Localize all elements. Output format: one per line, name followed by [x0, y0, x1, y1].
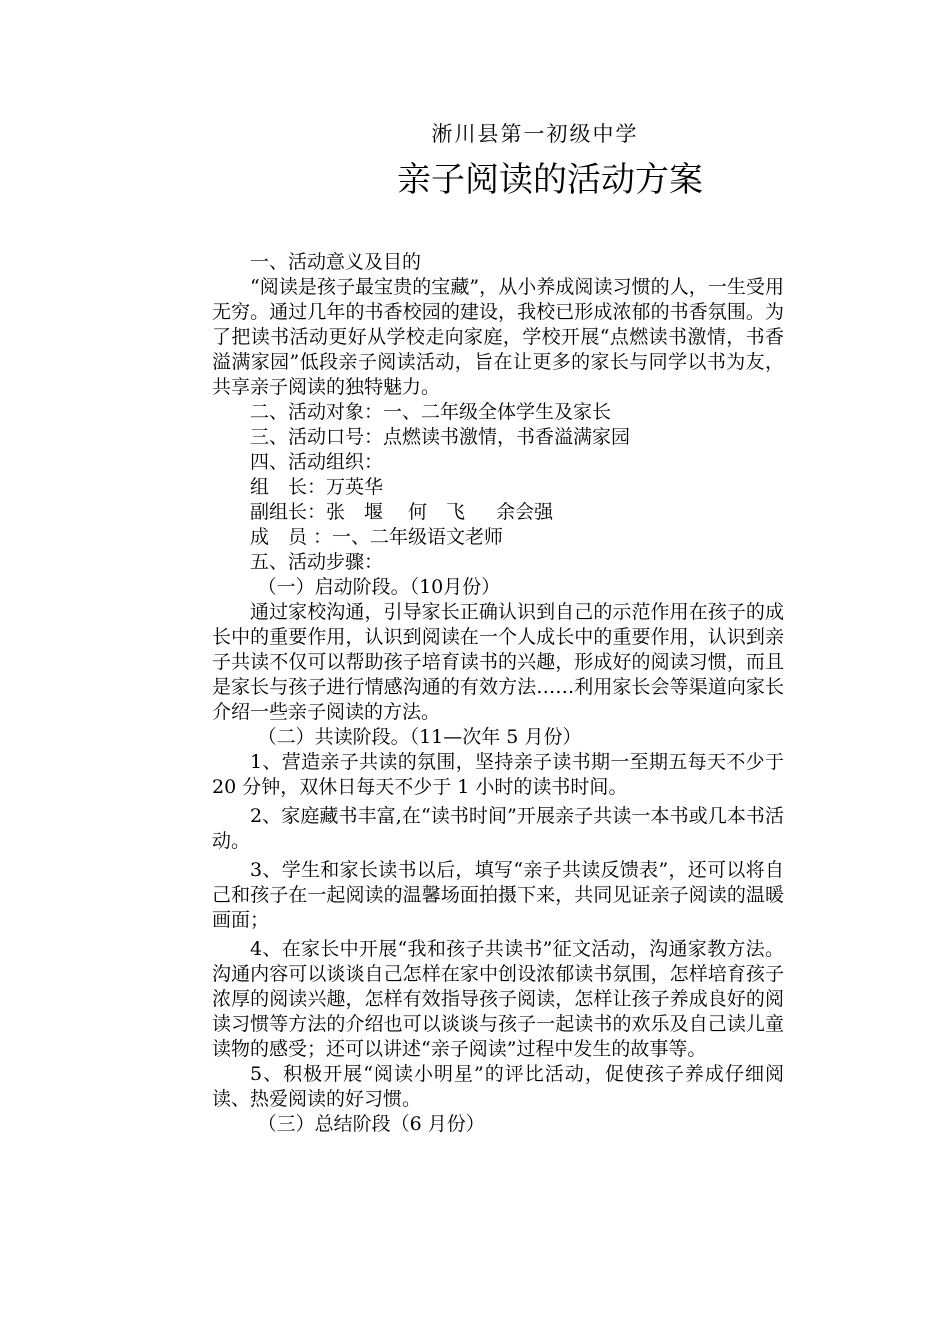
school-name: 淅川县第一初级中学 — [431, 122, 639, 146]
stage-two-item-2: 2、家庭藏书丰富,在“读书时间”开展亲子共读一本书或几本书活动。 — [212, 805, 784, 852]
section-heading-purpose: 一、活动意义及目的 — [250, 251, 422, 273]
stage-two-item-5: 5、积极开展“阅读小明星”的评比活动，促使孩子养成仔细阅读、热爱阅读的好习惯。 — [212, 1063, 784, 1110]
stage-three-heading: （三）总结阶段（6 月份） — [257, 1113, 485, 1135]
section-target: 二、活动对象：一、二年级全体学生及家长 — [250, 401, 612, 423]
stage-one-paragraph: 通过家校沟通，引导家长正确认识到自己的示范作用在孩子的成长中的重要作用，认识到阅读在一个人成长中的重要作用，认识到亲子共读不仅可以帮助孩子培育读书的兴趣，形成好的阅读习惯，而且是家长与孩子进行情感沟通的有效方法……利用家长会等渠道向家长介绍一些亲子阅读的方法。 — [212, 601, 784, 723]
section-steps: 五、活动步骤： — [250, 551, 384, 573]
purpose-paragraph: “阅读是孩子最宝贵的宝藏”，从小养成阅读习惯的人，一生受用无穷。通过几年的书香校园的建设，我校已形成浓郁的书香氛围。为了把读书活动更好从学校走向家庭，学校开展“点燃读书激情，书香溢满家园”低段亲子阅读活动，旨在让更多的家长与同学以书为友，共享亲子阅读的独特魅力。 — [212, 276, 784, 398]
org-leader: 组 长：万英华 — [250, 476, 384, 498]
org-members: 成 员 ：一、二年级语文老师 — [250, 526, 504, 548]
section-organization: 四、活动组织： — [250, 451, 384, 473]
stage-two-item-3: 3、学生和家长读书以后，填写“亲子共读反馈表”，还可以将自己和孩子在一起阅读的温馨场面拍摄下来，共同见证亲子阅读的温暖画面； — [212, 859, 784, 931]
stage-two-heading: （二）共读阶段。（11—次年 5 月份） — [257, 726, 582, 748]
document-body — [212, 250, 784, 1137]
org-deputy: 副组长：张 堰 何 飞 余会强 — [250, 501, 554, 523]
document-title: 亲子阅读的活动方案 — [397, 160, 703, 200]
stage-two-item-4: 4、在家长中开展“我和孩子共读书”征文活动，沟通家教方法。沟通内容可以谈谈自己怎样在家中创设浓郁读书氛围，怎样培育孩子浓厚的阅读兴趣，怎样有效指导孩子阅读，怎样让孩子养成良好的阅读习惯等方法的介绍也可以谈谈与孩子一起读书的欢乐及自己读儿童读物的感受；还可以讲述“亲子阅读”过程中发生的故事等。 — [212, 938, 784, 1060]
stage-one-heading: （一）启动阶段。（10月份） — [257, 576, 501, 598]
stage-two-item-1: 1、营造亲子共读的氛围，坚持亲子读书期一至期五每天不少于 20 分钟，双休日每天不少于 1 小时的读书时间。 — [212, 751, 784, 798]
section-slogan: 三、活动口号：点燃读书激情，书香溢满家园 — [250, 426, 631, 448]
